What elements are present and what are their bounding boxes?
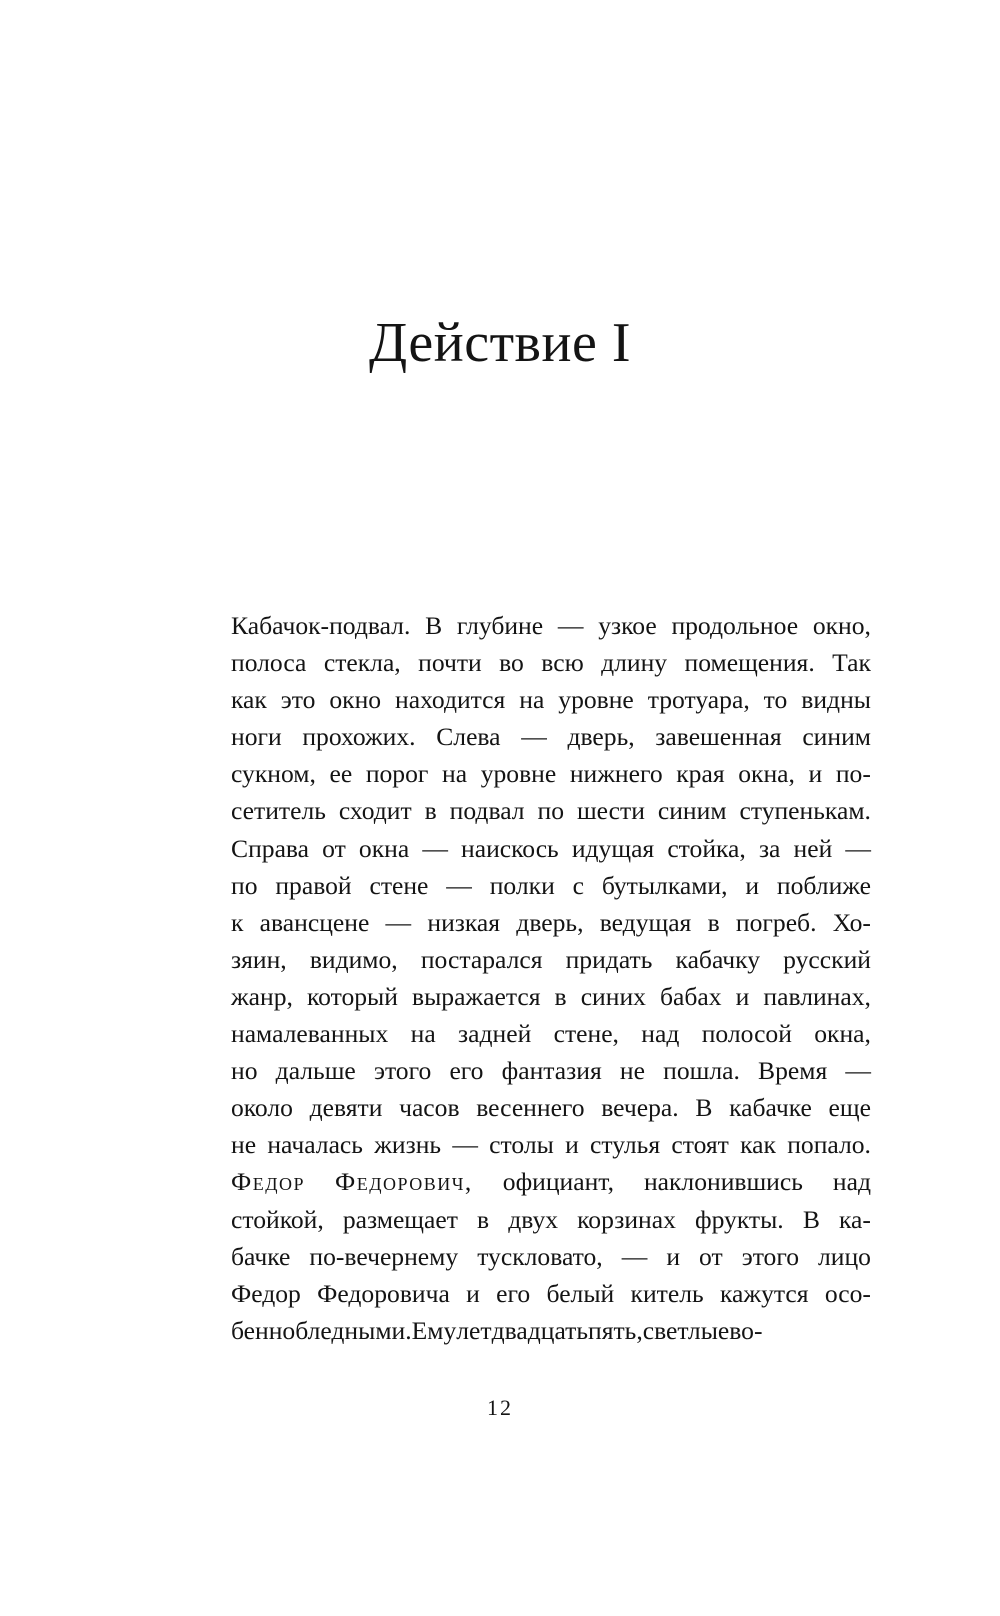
text-line: Федор Федоровича и его белый китель кажутся осо-	[231, 1278, 871, 1308]
text-line: не началась жизнь — столы и стулья стоят как попало.	[231, 1130, 871, 1160]
page-number: 12	[487, 1395, 513, 1420]
text-line: зяин, видимо, постарался придать кабачку русский	[231, 944, 871, 974]
text-line: намалеванных на задней стене, над полосой окна,	[231, 1019, 871, 1049]
text-line: сукном, ее порог на уровне нижнего края окна, и по-	[231, 759, 871, 789]
text-line: по правой стене — полки с бутылками, и поближе	[231, 870, 871, 900]
character-name: Федорович,	[334, 1167, 473, 1197]
text-line: как это окно находится на уровне тротуара, то видны	[231, 685, 871, 715]
chapter-title: Действие I	[369, 312, 631, 374]
text-line: ноги прохожих. Слева — дверь, завешенная синим	[231, 722, 871, 752]
text-line: стойкой, размещает в двух корзинах фрукты. В ка-	[231, 1204, 871, 1234]
text-line: к авансцене — низкая дверь, ведущая в погреб. Хо-	[231, 907, 871, 937]
text-line: бенно бледными. Ему лет двадцать пять, светлые во-	[231, 1315, 763, 1345]
text-line-character-name: Федор Федорович, официант, наклонившись над	[231, 1163, 871, 1200]
text-line: полоса стекла, почти во всю длину помещения. Так	[231, 648, 871, 678]
text-line: около девяти часов весеннего вечера. В кабачке еще	[231, 1093, 871, 1123]
text-line: но дальше этого его фантазия не пошла. Время —	[231, 1056, 871, 1086]
body-text	[231, 607, 871, 1349]
text-line: Справа от окна — наискось идущая стойка, за ней —	[231, 833, 871, 863]
text-line: Кабачок-подвал. В глубине — узкое продольное окно,	[231, 611, 871, 640]
text-line: бачке по-вечернему тускловато, — и от этого лицо	[231, 1241, 871, 1271]
text-line: сетитель сходит в подвал по шести синим ступенькам.	[231, 796, 871, 826]
character-name: Федор	[231, 1167, 306, 1197]
text-line: жанр, который выражается в синих бабах и павлинах,	[231, 981, 871, 1011]
